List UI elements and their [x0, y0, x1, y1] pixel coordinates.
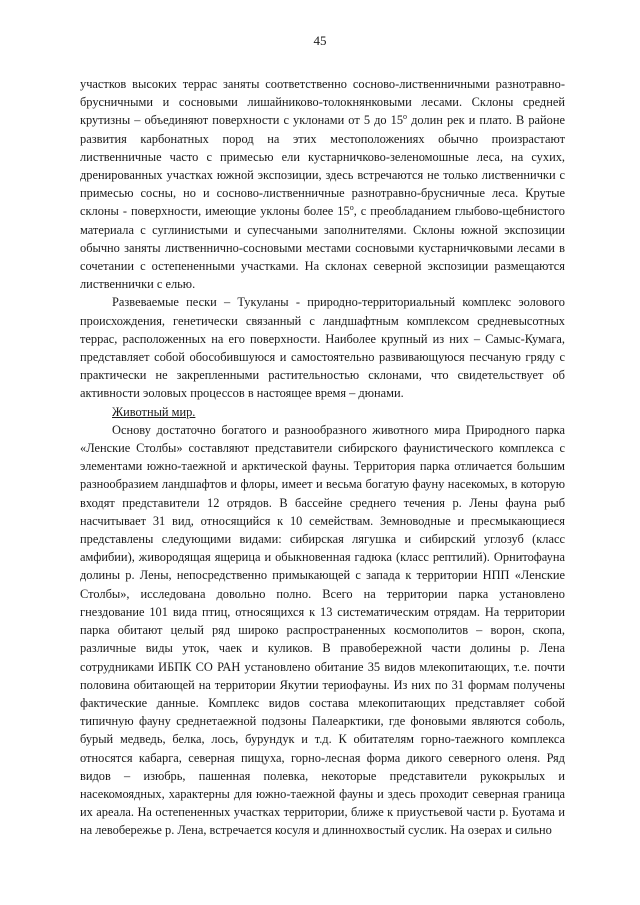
section-heading	[80, 403, 565, 421]
paragraph-slopes	[80, 75, 565, 293]
page-number: 45	[313, 33, 327, 48]
section-heading-text: Животный мир.	[112, 404, 196, 419]
paragraph-sands: Развеваемые пески – Тукуланы - природно-территориальный комплекс эолового происхождения, генетически связанный с ландшафтным комплексом средневысотных террас, расположенных на его поверхности. Наиболее крупный из них – Самыс-Кумага, представляет собой обособившуюся и самостоятельно развивающуюся песчаную гряду с практически не закрепленными растительностью склонами, что свидетельствует об активности эоловых процессов в настоящее время – дюнами.	[80, 295, 565, 401]
slopes-text-2: долин рек и плато. В районе развития карбонатных пород на этих местоположениях обычно произрастают лиственничные часто с примесью ели кустарничково-зеленомошные леса, на сухих, дренированных участках южной экспозиции, здесь встречаются не только лиственнички с примесью сосны, но и сосново-лиственничные разнотравно-брусничные леса. Крутые склоны - поверхности, имеющие уклоны более 15	[80, 113, 565, 219]
body-text	[80, 75, 565, 840]
slopes-text-3: , с преобладанием глыбово-щебнистого материала с суглинистыми и супесчаными заполнителями. Склоны южной экспозиции обычно заняты лиственнично-сосновыми местами сосновыми кустарничковыми лесами в сочетании с остепененными участками. На склонах северной экспозиции размещаются лиственнички с елью.	[80, 204, 565, 292]
paragraph-fauna: Основу достаточно богатого и разнообразного животного мира Природного парка «Ленские Столбы» составляют представители сибирского фаунистического комплекса с элементами южно-таежной и арктической фауны. Территория парка отличается большим разнообразием ландшафтов и флоры, имеет и весьма богатую фауну насекомых, в которую входят представители 12 отрядов. В бассейне среднего течения р. Лены фауна рыб насчитывает 31 вид, относящийся к 10 семействам. Земноводные и пресмыкающиеся представлены следующими видами: сибирская лягушка и сибирский углозуб (класс амфибии), живородящая ящерица и обыкновенная гадюка (класс рептилий). Орнитофауна долины р. Лены, непосредственно примыкающей с запада к территории НПП «Ленские Столбы», исследована довольно полно. Всего на территории парка установлено гнездование 101 вида птиц, относящихся к 13 систематическим отрядам. На территории парка обитают целый ряд широко распространенных космополитов – ворон, скопа, различные виды уток, чаек и куликов. В правобережной части долины р. Лена сотрудниками ИБПК СО РАН установлено обитание 35 видов млекопитающих, т.е. почти половина обитающей на территории Якутии териофауны. Из них по 31 формам получены фактические данные. Комплекс видов состава млекопитающих представляет собой типичную фауну среднетаежной подзоны Палеарктики, где фоновыми являются соболь, бурый медведь, белка, лось, бурундук и т.д. К обитателям горно-таежного комплекса относятся кабарга, северная пищуха, горно-лесная форма дикого северного оленя. Ряд видов – изюбрь, пашенная полевка, некоторые представители рукокрылых и насекомоядных, характерны для южно-таежной фауны и здесь проходит северная граница их ареала. На остепененных участках территории, ближе к приустьевой части р. Буотама и на левобережье р. Лена, встречается косуля и длиннохвостый суслик. На озерах и сильно	[80, 422, 565, 838]
slopes-text-1: участков высоких террас заняты соответственно сосново-лиственничными разнотравно-брусничными и сосновыми лишайниково-толокнянковыми лесами. Склоны средней крутизны – объединяют поверхности с уклонами от 5 до 15	[80, 77, 565, 128]
degree-mark: о	[349, 203, 354, 213]
degree-mark: о	[403, 112, 408, 122]
